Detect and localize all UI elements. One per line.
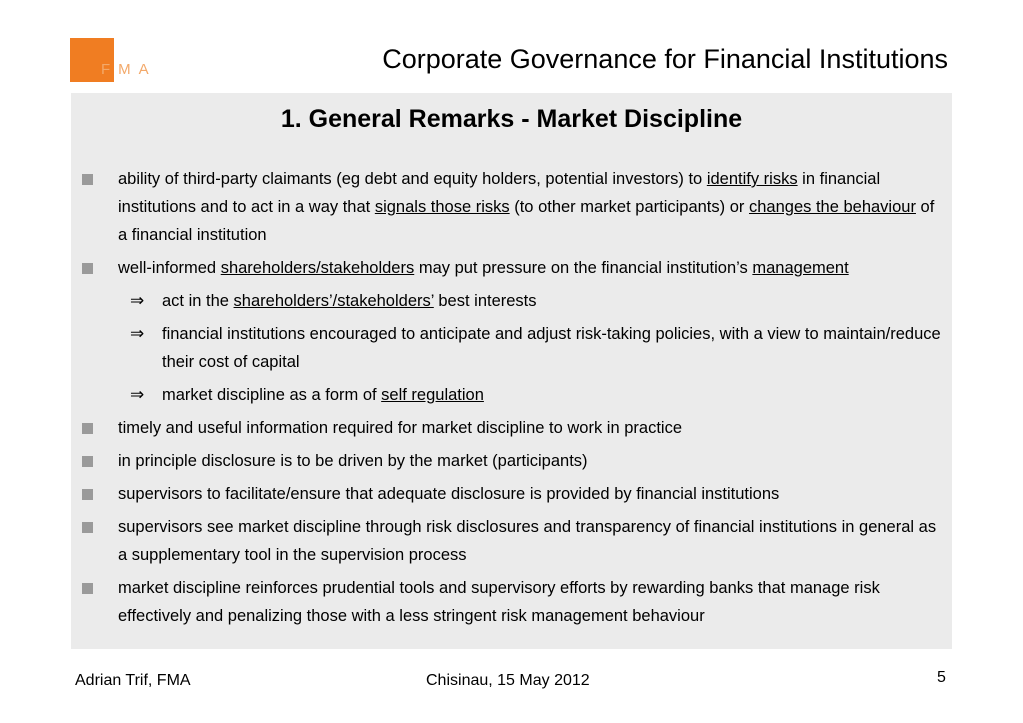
bullet-item: timely and useful information required for market discipline to work in practice [82,414,942,442]
implies-arrow-icon: ⇒ [130,291,145,310]
bullet-square-icon [82,522,93,533]
sub-item: ⇒ financial institutions encouraged to anticipate and adjust risk-taking policies, with a view to maintain/reduce their cost of capital [82,320,942,376]
bullet-item: ability of third-party claimants (eg debt and equity holders, potential investors) to identify risks in financial institutions and to act in a way that signals those risks (to other market participants) or changes the behaviour of a financial institution [82,165,942,249]
logo-text: FMA [101,61,157,78]
footer-place-date: Chisinau, 15 May 2012 [426,672,590,689]
bullet-item: well-informed shareholders/stakeholders may put pressure on the financial institution’s management [82,254,942,282]
bullet-item: market discipline reinforces prudential tools and supervisory efforts by rewarding banks that manage risk effectively and penalizing those with a less stringent risk management behaviour [82,574,942,630]
bullet-square-icon [82,489,93,500]
implies-arrow-icon: ⇒ [130,324,145,343]
bullet-square-icon [82,583,93,594]
fma-logo [70,38,170,84]
sub-item: ⇒ act in the shareholders’/stakeholders’ best interests [82,287,942,315]
bullet-item: in principle disclosure is to be driven by the market (participants) [82,447,942,475]
bullet-item: supervisors to facilitate/ensure that adequate disclosure is provided by financial institutions [82,480,942,508]
slide-content [82,165,942,635]
slide-title: 1. General Remarks - Market Discipline [280,105,743,133]
bullet-square-icon [82,423,93,434]
header-title: Corporate Governance for Financial Institutions [382,44,948,74]
sub-item: ⇒ market discipline as a form of self regulation [82,381,942,409]
bullet-square-icon [82,174,93,185]
bullet-item: supervisors see market discipline through risk disclosures and transparency of financial institutions in general as a supplementary tool in the supervision process [82,513,942,569]
page-number: 5 [937,669,946,686]
bullet-square-icon [82,456,93,467]
footer-author: Adrian Trif, FMA [75,672,191,689]
implies-arrow-icon: ⇒ [130,385,145,404]
bullet-square-icon [82,263,93,274]
